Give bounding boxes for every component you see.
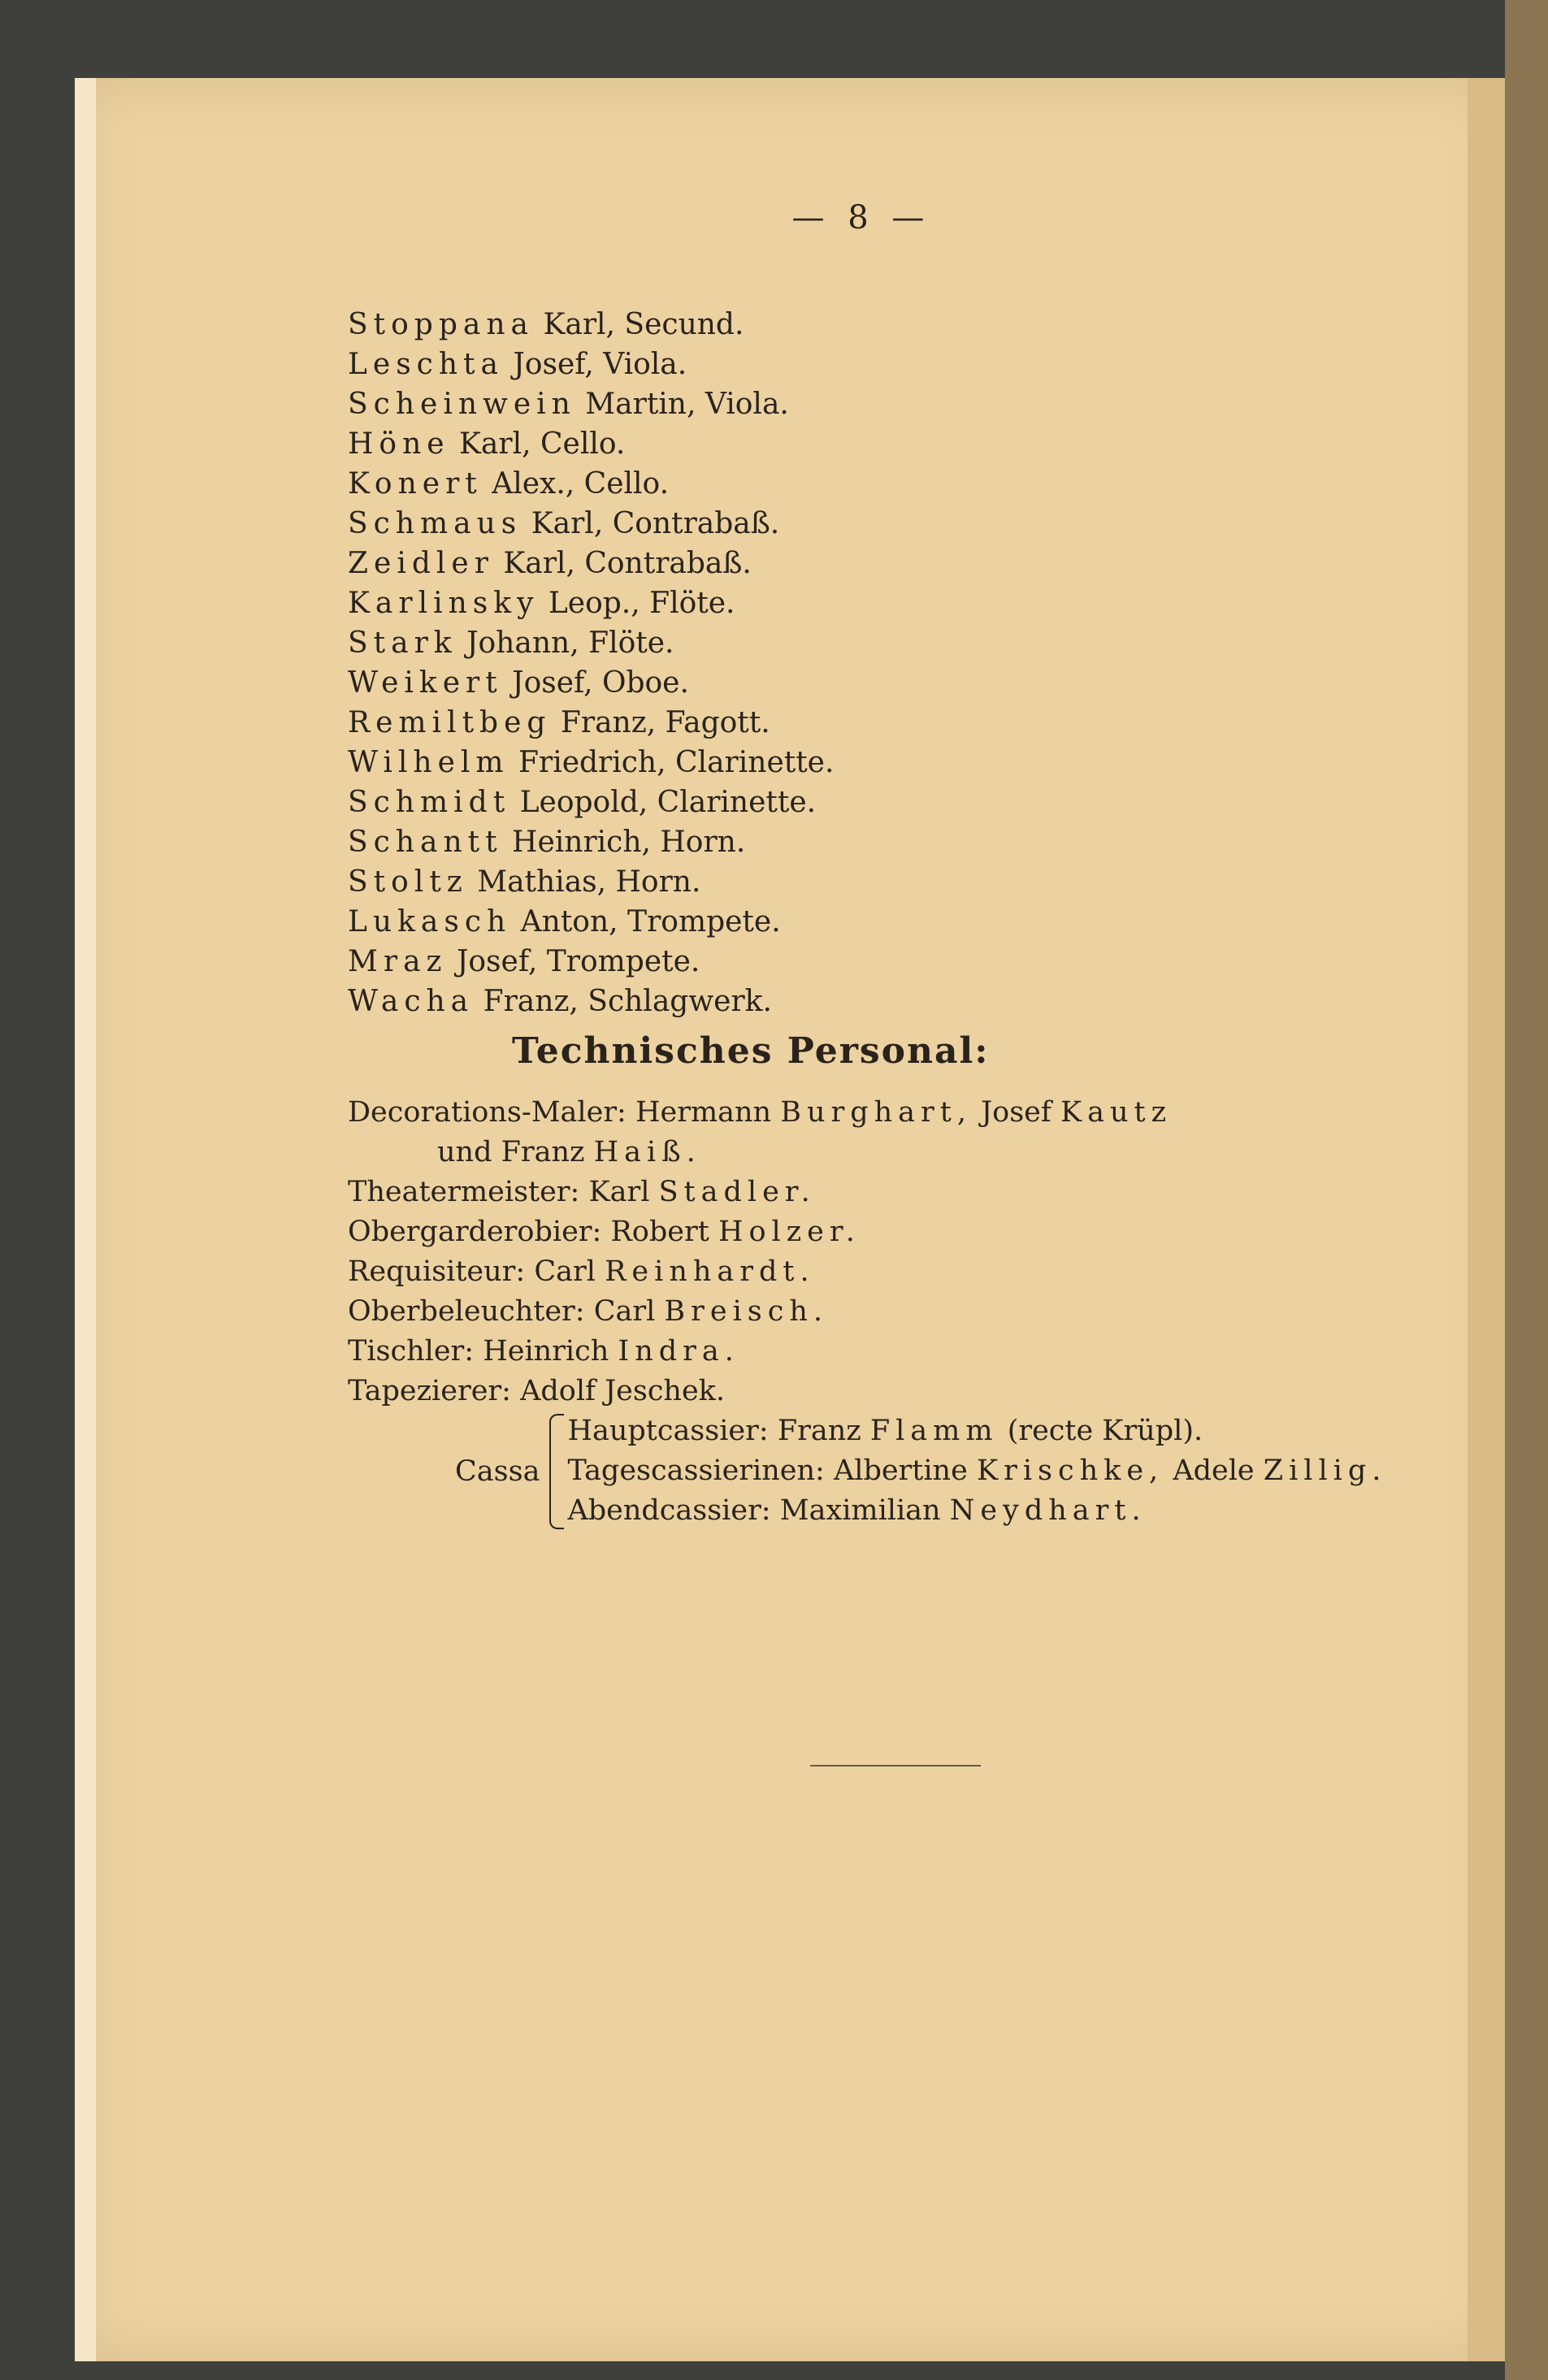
musician-row bbox=[348, 982, 834, 1021]
curly-brace bbox=[549, 1414, 564, 1529]
cassa-first-name: Maximilian bbox=[779, 1494, 941, 1527]
divider-rule bbox=[810, 1765, 981, 1767]
musician-details: Alex., Cello. bbox=[492, 467, 670, 501]
musician-surname: Höne bbox=[348, 427, 450, 461]
musician-details: Josef, Viola. bbox=[513, 348, 687, 381]
staff-surname: Burghart, bbox=[780, 1096, 972, 1129]
staff-surname: Breisch. bbox=[664, 1295, 829, 1328]
cassa-role: Tagescassierinen: bbox=[567, 1454, 825, 1487]
staff-first-name: Hermann bbox=[635, 1096, 772, 1129]
musician-surname: Scheinwein bbox=[348, 388, 576, 421]
musician-row bbox=[348, 782, 834, 822]
musician-details: Franz, Fagott. bbox=[560, 706, 770, 739]
musician-row bbox=[348, 345, 834, 384]
musician-surname: Weikert bbox=[348, 666, 503, 700]
cassa-group bbox=[455, 1411, 1386, 1531]
cassa-surname: Flamm bbox=[869, 1415, 999, 1447]
musician-surname: Konert bbox=[348, 467, 483, 501]
musician-surname: Remiltbeg bbox=[348, 706, 552, 739]
staff-role: Theatermeister: bbox=[348, 1176, 580, 1208]
musician-row bbox=[348, 544, 834, 583]
staff-surname: Haiß. bbox=[593, 1136, 701, 1168]
staff-role: Obergarderobier: bbox=[348, 1216, 602, 1248]
staff-row-requisiteur bbox=[348, 1252, 1172, 1292]
staff-first-name: Carl bbox=[534, 1255, 596, 1288]
musician-surname: Leschta bbox=[348, 348, 504, 381]
staff-role: Tischler: bbox=[348, 1335, 475, 1368]
musician-surname: Stoppana bbox=[348, 308, 535, 341]
musician-row bbox=[348, 743, 834, 782]
section-heading: Technisches Personal: bbox=[512, 1030, 990, 1072]
cassa-first-name: Franz bbox=[777, 1415, 861, 1447]
musician-details: Mathias, Horn. bbox=[477, 865, 701, 899]
staff-row-theatermeister bbox=[348, 1173, 1172, 1212]
staff-role: Requisiteur: bbox=[348, 1255, 526, 1288]
staff-row-decoration-painter bbox=[348, 1093, 1172, 1133]
musician-row bbox=[348, 504, 834, 544]
musician-surname: Stark bbox=[348, 626, 457, 660]
cassa-label: Cassa bbox=[455, 1454, 540, 1488]
cassa-note: (recte Krüpl). bbox=[1007, 1415, 1203, 1447]
musician-row bbox=[348, 862, 834, 902]
staff-surname: Jeschek. bbox=[605, 1375, 726, 1407]
cassa-row-haupt bbox=[567, 1411, 1386, 1451]
musician-row bbox=[348, 623, 834, 663]
staff-first-name: Adolf bbox=[520, 1375, 596, 1407]
cassa-row-abend bbox=[567, 1491, 1386, 1531]
staff-conjunction: und Franz bbox=[437, 1136, 585, 1168]
musician-details: Karl, Contrabaß. bbox=[531, 507, 780, 540]
staff-first-name: Josef bbox=[981, 1096, 1052, 1129]
musician-details: Leopold, Clarinette. bbox=[519, 786, 817, 819]
musician-row bbox=[348, 663, 834, 703]
staff-surname: Stadler. bbox=[658, 1176, 816, 1208]
musician-row bbox=[348, 942, 834, 982]
musician-row bbox=[348, 703, 834, 743]
page-number: — 8 — bbox=[791, 199, 931, 236]
staff-first-name: Carl bbox=[593, 1295, 656, 1328]
staff-row-decoration-painter-cont bbox=[348, 1133, 1172, 1173]
cassa-role: Abendcassier: bbox=[567, 1494, 771, 1527]
musician-surname: Wilhelm bbox=[348, 746, 509, 779]
staff-first-name: Robert bbox=[610, 1216, 709, 1248]
musician-row bbox=[348, 464, 834, 504]
staff-first-name: Heinrich bbox=[483, 1335, 609, 1368]
cassa-role: Hauptcassier: bbox=[567, 1415, 769, 1447]
musician-details: Franz, Schlagwerk. bbox=[483, 985, 772, 1018]
musician-row bbox=[348, 583, 834, 623]
musician-surname: Schmidt bbox=[348, 786, 511, 819]
cassa-row-tages bbox=[567, 1451, 1386, 1491]
musician-row bbox=[348, 822, 834, 862]
musician-list bbox=[348, 305, 834, 1021]
cassa-first-name: Albertine bbox=[833, 1454, 968, 1487]
staff-row-oberbeleuchter bbox=[348, 1292, 1172, 1332]
musician-details: Anton, Trompete. bbox=[520, 905, 781, 939]
staff-role: Oberbeleuchter: bbox=[348, 1295, 585, 1328]
staff-role: Decorations-Maler: bbox=[348, 1096, 627, 1129]
musician-row bbox=[348, 902, 834, 942]
musician-details: Johann, Flöte. bbox=[466, 626, 674, 660]
staff-first-name: Karl bbox=[588, 1176, 650, 1208]
musician-details: Leop., Flöte. bbox=[548, 587, 735, 620]
cassa-first-name: Adele bbox=[1173, 1454, 1255, 1487]
page-edge-left bbox=[75, 78, 96, 2361]
musician-row bbox=[348, 424, 834, 464]
musician-surname: Stoltz bbox=[348, 865, 468, 899]
musician-surname: Schantt bbox=[348, 826, 503, 859]
cassa-surname: Zillig. bbox=[1263, 1454, 1387, 1487]
musician-details: Josef, Oboe. bbox=[512, 666, 689, 700]
staff-row-tischler bbox=[348, 1332, 1172, 1372]
technical-staff-list bbox=[348, 1093, 1172, 1411]
staff-surname: Holzer. bbox=[718, 1216, 861, 1248]
musician-details: Karl, Contrabaß. bbox=[503, 547, 752, 580]
staff-surname: Reinhardt. bbox=[605, 1255, 815, 1288]
musician-details: Heinrich, Horn. bbox=[512, 826, 746, 859]
cassa-surname: Krischke, bbox=[976, 1454, 1164, 1487]
musician-surname: Wacha bbox=[348, 985, 475, 1018]
cassa-list bbox=[567, 1411, 1386, 1531]
musician-details: Karl, Secund. bbox=[543, 308, 744, 341]
musician-details: Martin, Viola. bbox=[585, 388, 789, 421]
staff-surname: Kautz bbox=[1060, 1096, 1173, 1129]
page-edge-right bbox=[1468, 78, 1505, 2361]
background-strip bbox=[1505, 0, 1548, 2380]
staff-row-tapezierer bbox=[348, 1372, 1172, 1411]
musician-row bbox=[348, 305, 834, 345]
musician-surname: Zeidler bbox=[348, 547, 494, 580]
musician-details: Karl, Cello. bbox=[459, 427, 626, 461]
musician-details: Josef, Trompete. bbox=[456, 945, 700, 978]
staff-role: Tapezierer: bbox=[348, 1375, 511, 1407]
musician-surname: Karlinsky bbox=[348, 587, 540, 620]
musician-surname: Mraz bbox=[348, 945, 448, 978]
cassa-surname: Neydhart. bbox=[949, 1494, 1147, 1527]
musician-surname: Lukasch bbox=[348, 905, 512, 939]
musician-row bbox=[348, 384, 834, 424]
staff-surname: Indra. bbox=[618, 1335, 739, 1368]
musician-details: Friedrich, Clarinette. bbox=[518, 746, 835, 779]
staff-row-obergarderobier bbox=[348, 1212, 1172, 1252]
musician-surname: Schmaus bbox=[348, 507, 523, 540]
